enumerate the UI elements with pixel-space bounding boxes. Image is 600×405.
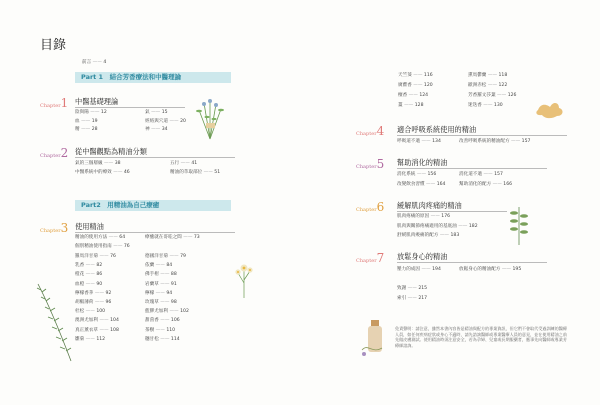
rosemary-branch-illustration (35, 282, 75, 362)
toc-entry-page: 118 (498, 73, 508, 78)
toc-entry-title: 檸檬 (145, 290, 155, 296)
leader-dash: —— (481, 172, 495, 177)
toc-entry-page: 110 (166, 327, 176, 333)
toc-entry-title: 神 (145, 127, 150, 132)
toc-entry[interactable] (145, 236, 200, 241)
leader-dash: —— (411, 73, 424, 78)
chapter-tag (40, 96, 68, 110)
toc-entry-title: 甜茴香 (145, 318, 159, 324)
toc-entry-title: 索引 (397, 296, 407, 301)
toc-entry[interactable] (75, 283, 102, 288)
chapter-label: Chapter (356, 131, 377, 137)
toc-entry-title: 消化系統 (397, 172, 416, 177)
chapter-label: Chapter (356, 258, 377, 264)
leader-dash: —— (406, 296, 419, 301)
leader-dash: —— (438, 233, 451, 238)
toc-entry-page: 84 (166, 263, 173, 269)
toc-entry-page: 100 (96, 309, 106, 315)
toc-entry[interactable] (75, 310, 105, 315)
toc-entry-page: 182 (468, 223, 478, 229)
toc-entry-page: 157 (494, 172, 503, 177)
leader-dash: —— (158, 272, 171, 278)
toc-entry-title: 精油的萃取部位 (170, 169, 203, 175)
leader-dash: —— (84, 309, 97, 315)
toc-entry-page: 112 (96, 336, 106, 342)
leader-dash: —— (79, 127, 92, 132)
leader-dash: —— (158, 281, 171, 287)
leader-dash: —— (179, 161, 192, 166)
toc-entry[interactable] (75, 120, 98, 125)
toc-entry[interactable] (145, 338, 180, 343)
toc-entry[interactable] (459, 173, 503, 178)
divider (397, 135, 567, 136)
toc-entry-title: 橙花 (75, 272, 85, 278)
leader-dash: —— (79, 118, 92, 124)
leader-dash: —— (158, 336, 171, 342)
toc-entry-title: 薑 (398, 103, 403, 108)
chapter-tag (40, 146, 68, 160)
chapter-tag (356, 200, 384, 214)
toc-entry-title: 熏馬鬱蘭 (468, 73, 487, 78)
leader-dash: —— (429, 214, 442, 219)
toc-entry[interactable] (75, 292, 111, 297)
leader-dash: —— (419, 139, 433, 144)
toc-entry-title: 肌肉疼痛的原因 (397, 214, 430, 219)
toc-entry-page: 76 (110, 254, 116, 259)
leader-dash: —— (84, 336, 97, 342)
chapter-label: Chapter (40, 103, 61, 109)
toc-entry-page: 15 (161, 110, 168, 115)
toc-entry-page: 90 (96, 281, 103, 287)
leader-dash: —— (202, 169, 215, 175)
toc-entry[interactable] (398, 74, 433, 79)
leader-dash: —— (149, 127, 162, 132)
toc-entry-title: 舒緩肌肉痠痛的配方 (397, 233, 439, 238)
toc-entry-page: 38 (114, 161, 121, 166)
chapter-label: Chapter (40, 153, 61, 159)
toc-entry[interactable] (468, 74, 507, 79)
toc-entry[interactable] (145, 273, 177, 278)
leader-dash: —— (167, 309, 181, 315)
leader-dash: —— (84, 272, 97, 278)
toc-entry-title: 精 (75, 127, 80, 132)
toc-entry[interactable] (170, 162, 197, 167)
toc-entry-title: 芳香羅文莎葉 (468, 93, 496, 98)
toc-entry-title: 羅馬洋甘菊 (75, 254, 98, 259)
toc-entry[interactable] (82, 61, 106, 66)
toc-entry-title: 玫瑰草 (145, 300, 159, 305)
chapter-number: 5 (376, 157, 385, 171)
leader-dash: —— (402, 103, 415, 108)
leader-dash: —— (97, 318, 111, 324)
leader-dash: —— (91, 60, 104, 65)
toc-entry-page: 122 (498, 83, 508, 88)
leader-dash: —— (84, 263, 97, 269)
chapter-number: 6 (376, 200, 385, 214)
leader-dash: —— (158, 300, 171, 305)
toc-entry[interactable] (397, 268, 441, 273)
chapter-title: 緩解肌肉疼痛的精油 (397, 201, 462, 210)
toc-entry-title: 中醫系統中的療效 (75, 169, 112, 175)
toc-entry-title: 歐洲赤松 (468, 83, 487, 88)
toc-entry[interactable] (75, 273, 102, 278)
toc-entry-page: 28 (91, 127, 98, 132)
leader-dash: —— (149, 110, 162, 115)
toc-entry[interactable] (468, 84, 507, 89)
toc-entry-page: 102 (180, 309, 189, 315)
toc-entry[interactable] (397, 215, 450, 220)
toc-entry-page: 94 (166, 290, 173, 296)
leader-dash: —— (154, 263, 167, 269)
chapter-title: 使用精油 (75, 222, 104, 231)
leader-dash: —— (500, 267, 513, 272)
toc-entry[interactable] (145, 283, 177, 288)
toc-entry-title: 岩蘭草 (145, 281, 159, 287)
toc-entry[interactable] (397, 183, 445, 188)
toc-entry[interactable] (145, 264, 172, 269)
leader-dash: —— (102, 161, 115, 166)
leader-dash: —— (84, 281, 97, 287)
toc-entry-title: 肌肉與關節疼痛適用的基底油 (397, 223, 457, 229)
toc-entry[interactable] (397, 140, 441, 145)
toc-entry-title: 檸檬香茅 (75, 290, 94, 296)
toc-entry-page: 106 (170, 318, 180, 324)
leader-dash: —— (407, 93, 420, 98)
leader-dash: —— (111, 169, 124, 175)
toc-entry-page: 156 (427, 172, 437, 177)
toc-entry-title: 藍膠尤加利 (145, 309, 168, 315)
toc-entry-page: 51 (214, 169, 221, 175)
chapter-tag (356, 251, 384, 265)
toc-entry-title: 經絡與穴道 (145, 118, 168, 124)
toc-entry-page: 124 (419, 93, 429, 98)
leader-dash: —— (111, 244, 124, 249)
toc-entry-title: 呼吸道不適 (397, 139, 420, 144)
chapter-number: 2 (60, 146, 69, 160)
chapter-number: 4 (376, 124, 385, 138)
toc-entry[interactable] (75, 319, 119, 324)
toc-entry[interactable] (75, 264, 102, 269)
leader-dash: —— (107, 235, 120, 240)
divider (397, 211, 507, 212)
toc-entry-title: 依蘭 (145, 263, 155, 269)
leader-dash: —— (424, 181, 437, 187)
toc-entry-title: 雛菊 (75, 336, 85, 342)
toc-entry-title: 前言 (82, 60, 92, 65)
toc-entry[interactable] (397, 225, 478, 230)
toc-entry-page: 120 (423, 83, 433, 88)
leader-dash: —— (93, 290, 106, 296)
toc-entry[interactable] (459, 140, 530, 145)
divider (397, 262, 547, 263)
leader-dash: —— (509, 139, 522, 144)
toc-entry-page: 176 (441, 214, 451, 219)
toc-entry-page: 164 (436, 181, 446, 187)
toc-entry-page: 19 (91, 118, 98, 124)
toc-entry[interactable] (398, 84, 433, 89)
chapter-label: Chapter (356, 164, 377, 170)
toc-entry[interactable] (145, 310, 189, 315)
toc-entry[interactable] (145, 301, 177, 306)
toc-entry-page: 73 (193, 235, 200, 240)
chapter-title: 適合呼吸系統使用的精油 (397, 125, 477, 134)
toc-entry-title: 乳香 (75, 263, 85, 269)
toc-entry-page: 82 (96, 263, 103, 269)
toc-entry-page: 41 (191, 161, 198, 166)
part-banner: Part 1 結合芳香療法和中醫理論 (75, 72, 231, 83)
toc-entry-title: 個別精油使用指南 (75, 244, 112, 249)
toc-entry-title: 氣 (145, 110, 150, 115)
leader-dash: —— (411, 83, 424, 88)
leader-dash: —— (167, 118, 181, 124)
ginger-root-illustration (535, 98, 565, 120)
toc-entry-page: 108 (110, 327, 119, 333)
chapter-title: 幫助消化的精油 (397, 158, 448, 167)
toc-entry-title: 血 (75, 118, 80, 124)
leader-dash: —— (181, 235, 194, 240)
chamomile-illustration (232, 258, 257, 298)
toc-entry[interactable] (145, 329, 175, 334)
toc-entry-page: 92 (105, 290, 112, 296)
chapter-title: 中醫基礎理論 (75, 97, 119, 106)
toc-entry[interactable] (145, 128, 168, 133)
toc-entry-title: 致謝 (397, 286, 407, 291)
toc-entry-title: 放鬆身心的精油配方 (459, 267, 501, 272)
leader-dash: —— (486, 73, 499, 78)
toc-entry-page: 183 (450, 233, 460, 238)
chapter-title: 放鬆身心的精油 (397, 252, 448, 261)
page-title: 目錄 (40, 38, 67, 53)
toc-entry-page: 88 (170, 272, 177, 278)
toc-entry[interactable] (459, 268, 521, 273)
leader-dash: —— (419, 267, 433, 272)
leader-dash: —— (167, 254, 181, 259)
toc-entry[interactable] (145, 255, 186, 260)
leader-dash: —— (486, 83, 499, 88)
divider (75, 107, 185, 108)
toc-entry-page: 98 (170, 300, 177, 305)
leader-dash: —— (88, 110, 101, 115)
toc-entry-page: 116 (423, 73, 433, 78)
toc-entry-title: 五行 (170, 161, 180, 166)
part-banner: Part2 用精油為自己療癒 (75, 200, 231, 211)
toc-entry-page: 46 (123, 169, 130, 175)
toc-entry-page: 91 (170, 281, 177, 287)
toc-entry-page: 134 (432, 139, 441, 144)
toc-entry-title: 穗甘松 (145, 336, 159, 342)
toc-entry-page: 76 (123, 244, 130, 249)
leader-dash: —— (481, 103, 494, 108)
toc-entry[interactable] (75, 329, 119, 334)
chapter-number: 3 (60, 221, 69, 235)
toc-entry[interactable] (145, 111, 168, 116)
toc-entry[interactable] (397, 173, 436, 178)
toc-entry-page: 126 (507, 93, 517, 98)
toc-entry-page: 128 (414, 103, 424, 108)
leader-dash: —— (456, 223, 469, 229)
chapter-label: Chapter (356, 207, 377, 213)
toc-entry-page: 166 (503, 181, 513, 187)
toc-entry[interactable] (398, 104, 424, 109)
toc-entry-title: 胡椒薄荷 (75, 300, 94, 305)
toc-entry-page: 86 (96, 272, 103, 278)
toc-entry-title: 澳洲尤加利 (75, 318, 98, 324)
toc-entry-page: 4 (103, 60, 107, 65)
toc-entry[interactable] (468, 94, 516, 99)
leader-dash: —— (158, 318, 171, 324)
toc-entry-page: 20 (180, 118, 186, 124)
leader-dash: —— (491, 181, 504, 187)
toc-entry-title: 杜松 (75, 309, 85, 315)
leader-dash: —— (495, 93, 508, 98)
toc-entry[interactable] (170, 171, 220, 176)
toc-entry-title: 陰與陽 (75, 110, 89, 115)
divider (75, 232, 235, 233)
oil-bottle-illustration (360, 318, 390, 358)
divider (75, 157, 235, 158)
leader-dash: —— (93, 300, 106, 305)
toc-entry-page: 195 (512, 267, 522, 272)
toc-entry-title: 廣藿香 (398, 83, 412, 88)
toc-entry[interactable] (75, 338, 105, 343)
toc-entry-page: 194 (432, 267, 441, 272)
fern-leaf-illustration (505, 205, 533, 245)
toc-entry[interactable] (145, 120, 186, 125)
toc-entry-title: 血橙 (75, 281, 85, 287)
toc-entry-page: 104 (110, 318, 119, 324)
toc-entry-title: 茶樹 (145, 327, 155, 333)
toc-entry[interactable] (397, 234, 459, 239)
toc-entry[interactable] (145, 292, 172, 297)
toc-entry-title: 迷迭香 (468, 103, 482, 108)
toc-entry[interactable] (397, 287, 427, 292)
toc-entry-title: 消化道不適 (459, 172, 482, 177)
toc-entry-page: 130 (493, 103, 503, 108)
toc-entry-title: 改變飲食習慣 (397, 181, 425, 187)
toc-entry-title: 療癒就在哥哇之間 (145, 235, 182, 240)
leader-dash: —— (97, 254, 111, 259)
leader-dash: —— (415, 172, 428, 177)
toc-entry[interactable] (75, 162, 121, 167)
leader-dash: —— (154, 327, 167, 333)
toc-entry-title: 天竺葵 (398, 73, 412, 78)
chapter-label: Chapter (40, 228, 61, 234)
toc-entry[interactable] (398, 94, 428, 99)
toc-entry-title: 氣的三個層級 (75, 161, 103, 166)
toc-entry-page: 96 (105, 300, 112, 305)
toc-entry[interactable] (75, 236, 125, 241)
toc-entry-page: 79 (180, 254, 186, 259)
toc-entry[interactable] (75, 245, 130, 250)
toc-entry-page: 114 (170, 336, 180, 342)
toc-entry[interactable] (468, 104, 503, 109)
toc-entry[interactable] (75, 171, 130, 176)
toc-entry[interactable] (75, 255, 116, 260)
toc-entry-page: 34 (161, 127, 168, 132)
chapter-title: 從中醫觀點為精油分類 (75, 147, 147, 156)
toc-entry-title: 德國洋甘菊 (145, 254, 168, 259)
toc-entry-page: 12 (100, 110, 107, 115)
toc-entry[interactable] (459, 183, 512, 188)
disclaimer-note: 免責聲明：請注意，雖然本書內容皆是精油與配方的專業資訊，但它們不會取代受過訓練的醫療人員，如任何疾病症狀或身心不適時，請先諮詢醫師或專業醫療人員的意見，並在使用精油之前先做皮膚測試。使用精油時須注意安全，若為孕婦、兒童或長期服藥者，應事先向醫師或專業芳療師諮詢。 (395, 326, 567, 348)
toc-entry-page: 217 (418, 296, 428, 301)
toc-entry[interactable] (75, 301, 111, 306)
toc-entry[interactable] (75, 128, 98, 133)
divider (397, 168, 547, 169)
toc-entry-title: 真正薰衣草 (75, 327, 98, 333)
chapter-tag (356, 157, 384, 171)
toc-entry-page: 157 (521, 139, 531, 144)
chapter-number: 1 (60, 96, 69, 110)
toc-entry[interactable] (397, 297, 427, 302)
toc-entry-page: 215 (418, 286, 428, 291)
chapter-number: 7 (376, 251, 385, 265)
toc-entry-title: 精油的使用方法 (75, 235, 108, 240)
chapter-tag (356, 124, 384, 138)
toc-entry[interactable] (75, 111, 107, 116)
toc-entry-title: 幫助消化的配方 (459, 181, 492, 187)
toc-entry[interactable] (145, 319, 180, 324)
leader-dash: —— (97, 327, 111, 333)
leader-dash: —— (406, 286, 419, 291)
toc-entry-title: 檀香 (398, 93, 408, 98)
toc-entry-title: 壓力的成因 (397, 267, 420, 272)
leader-dash: —— (154, 290, 167, 296)
chapter-tag (40, 221, 68, 235)
toc-entry-page: 64 (119, 235, 126, 240)
lavender-bouquet-illustration (190, 95, 230, 140)
toc-entry-title: 改善呼吸系統的精油配方 (459, 139, 510, 144)
toc-entry-title: 佛手柑 (145, 272, 159, 278)
